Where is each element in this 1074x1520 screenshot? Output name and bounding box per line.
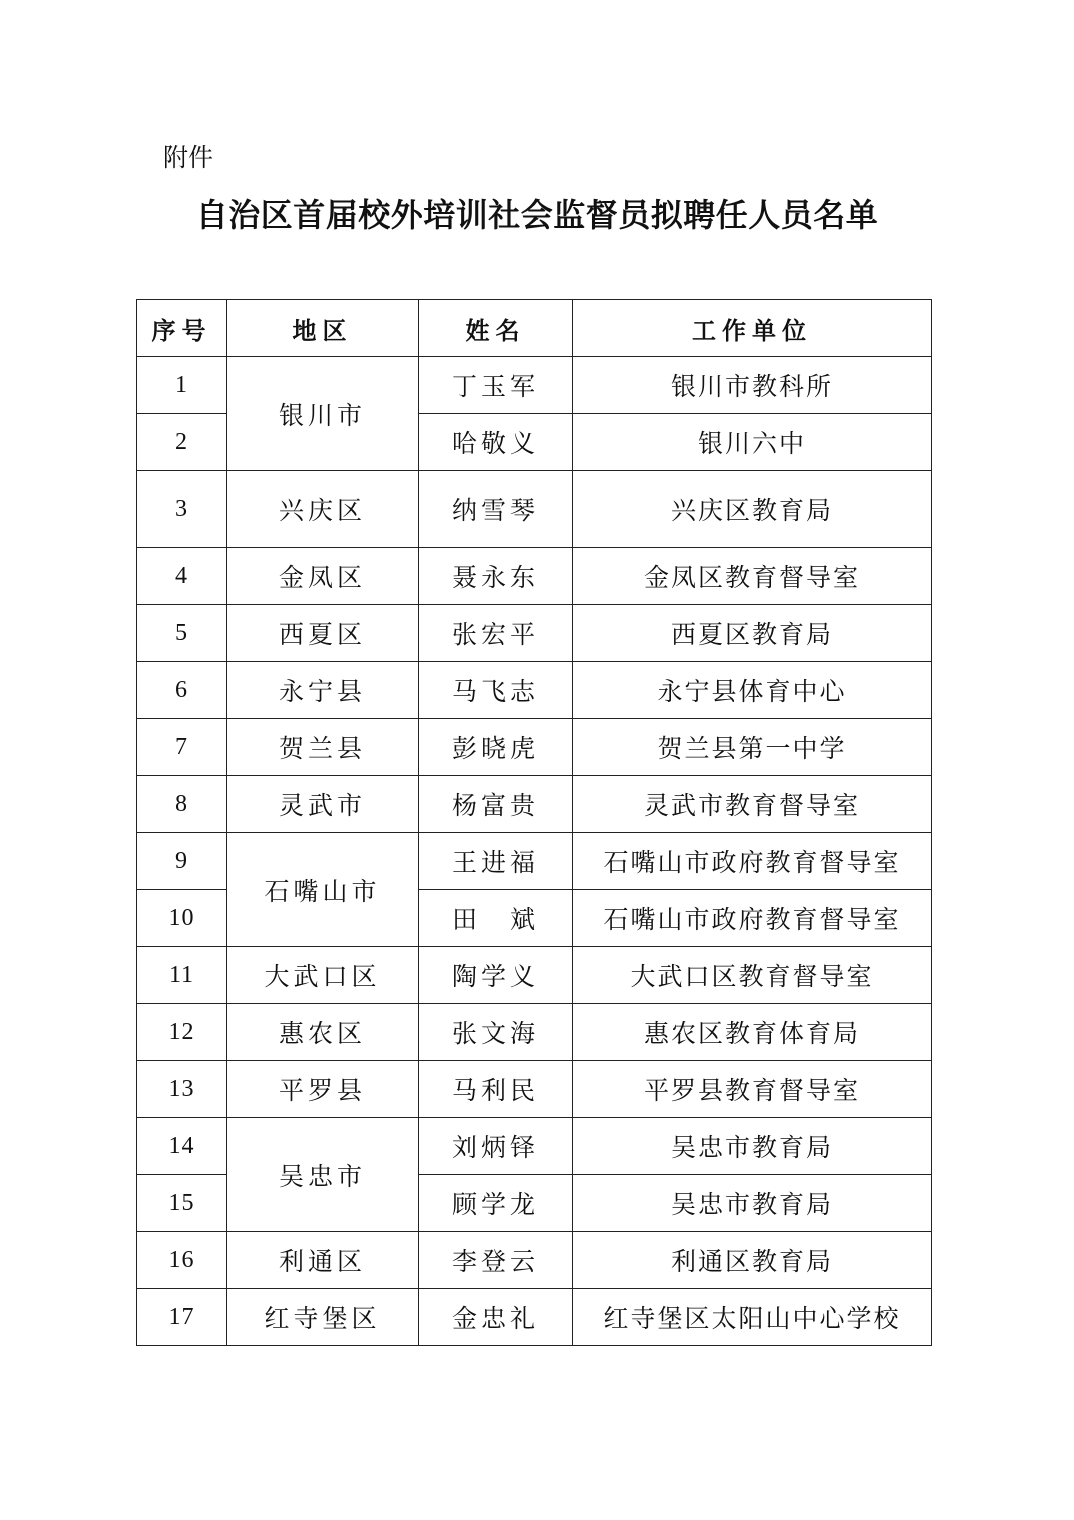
row-work-unit: 平罗县教育督导室 (573, 1061, 932, 1118)
row-number: 5 (137, 605, 227, 662)
row-region: 灵武市 (227, 776, 419, 833)
row-work-unit: 兴庆区教育局 (573, 471, 932, 548)
row-region: 惠农区 (227, 1004, 419, 1061)
row-name: 杨富贵 (419, 776, 573, 833)
row-region: 利通区 (227, 1232, 419, 1289)
row-work-unit: 永宁县体育中心 (573, 662, 932, 719)
row-name: 金忠礼 (419, 1289, 573, 1346)
row-name: 马利民 (419, 1061, 573, 1118)
table-row (137, 548, 932, 605)
row-name: 彭晓虎 (419, 719, 573, 776)
roster-table (136, 299, 932, 1346)
row-number: 12 (137, 1004, 227, 1061)
row-work-unit: 灵武市教育督导室 (573, 776, 932, 833)
row-name: 张文海 (419, 1004, 573, 1061)
row-work-unit: 大武口区教育督导室 (573, 947, 932, 1004)
row-work-unit: 金凤区教育督导室 (573, 548, 932, 605)
table-row (137, 947, 932, 1004)
row-work-unit: 石嘴山市政府教育督导室 (573, 890, 932, 947)
table-row (137, 662, 932, 719)
row-region: 银川市 (227, 357, 419, 471)
row-work-unit: 利通区教育局 (573, 1232, 932, 1289)
row-name: 聂永东 (419, 548, 573, 605)
row-region: 吴忠市 (227, 1118, 419, 1232)
row-name: 王进福 (419, 833, 573, 890)
row-region: 西夏区 (227, 605, 419, 662)
table-row (137, 719, 932, 776)
row-number: 10 (137, 890, 227, 947)
table-row (137, 1232, 932, 1289)
header-serial-number: 序号 (137, 300, 227, 357)
table-row (137, 605, 932, 662)
row-work-unit: 银川市教科所 (573, 357, 932, 414)
row-region: 兴庆区 (227, 471, 419, 548)
row-number: 16 (137, 1232, 227, 1289)
row-number: 4 (137, 548, 227, 605)
table-row (137, 1118, 932, 1175)
row-name: 马飞志 (419, 662, 573, 719)
header-work-unit: 工作单位 (573, 300, 932, 357)
table-row (137, 776, 932, 833)
row-region: 石嘴山市 (227, 833, 419, 947)
row-region: 永宁县 (227, 662, 419, 719)
row-name: 陶学义 (419, 947, 573, 1004)
row-number: 15 (137, 1175, 227, 1232)
row-number: 8 (137, 776, 227, 833)
table-header-row (137, 300, 932, 357)
row-number: 6 (137, 662, 227, 719)
row-work-unit: 石嘴山市政府教育督导室 (573, 833, 932, 890)
row-number: 13 (137, 1061, 227, 1118)
table-row (137, 833, 932, 890)
row-name: 哈敬义 (419, 414, 573, 471)
row-name: 李登云 (419, 1232, 573, 1289)
table-row (137, 357, 932, 414)
row-number: 17 (137, 1289, 227, 1346)
row-work-unit: 惠农区教育体育局 (573, 1004, 932, 1061)
row-region: 贺兰县 (227, 719, 419, 776)
table-row (137, 1061, 932, 1118)
table-row (137, 471, 932, 548)
row-work-unit: 贺兰县第一中学 (573, 719, 932, 776)
row-number: 9 (137, 833, 227, 890)
row-work-unit: 吴忠市教育局 (573, 1118, 932, 1175)
header-region: 地区 (227, 300, 419, 357)
row-region: 平罗县 (227, 1061, 419, 1118)
attachment-label: 附件 (163, 143, 214, 172)
row-name: 丁玉军 (419, 357, 573, 414)
table-row (137, 1004, 932, 1061)
row-work-unit: 银川六中 (573, 414, 932, 471)
row-work-unit: 红寺堡区太阳山中心学校 (573, 1289, 932, 1346)
row-name: 张宏平 (419, 605, 573, 662)
row-number: 1 (137, 357, 227, 414)
row-number: 2 (137, 414, 227, 471)
row-name: 田 斌 (419, 890, 573, 947)
row-name: 顾学龙 (419, 1175, 573, 1232)
header-name: 姓名 (419, 300, 573, 357)
document-title: 自治区首届校外培训社会监督员拟聘任人员名单 (195, 196, 879, 234)
row-region: 金凤区 (227, 548, 419, 605)
row-number: 11 (137, 947, 227, 1004)
row-work-unit: 吴忠市教育局 (573, 1175, 932, 1232)
row-work-unit: 西夏区教育局 (573, 605, 932, 662)
row-name: 纳雪琴 (419, 471, 573, 548)
row-region: 大武口区 (227, 947, 419, 1004)
row-number: 14 (137, 1118, 227, 1175)
row-region: 红寺堡区 (227, 1289, 419, 1346)
row-number: 7 (137, 719, 227, 776)
table-row (137, 1289, 932, 1346)
row-number: 3 (137, 471, 227, 548)
row-name: 刘炳铎 (419, 1118, 573, 1175)
